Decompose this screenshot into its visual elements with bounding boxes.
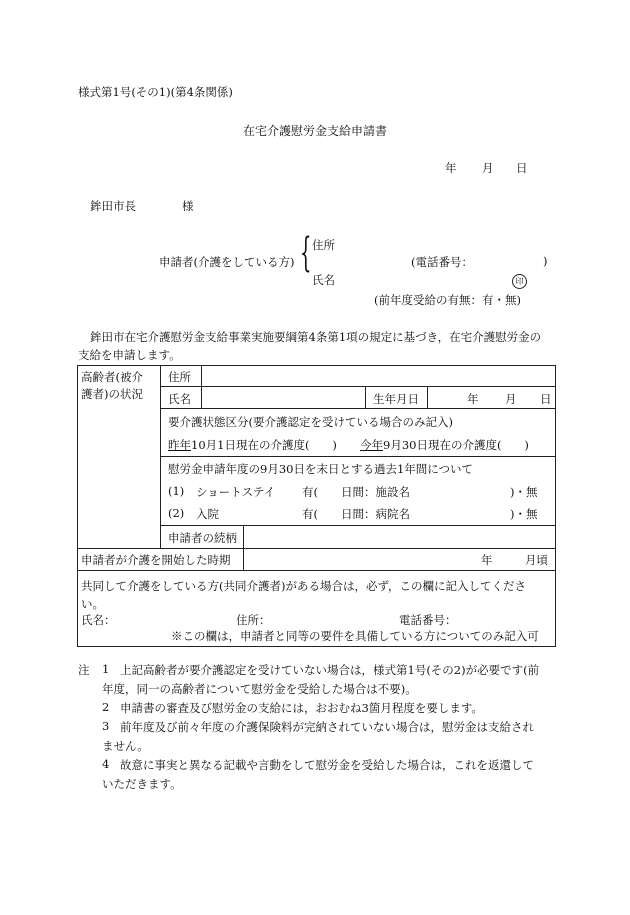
care-start-label: 申請者が介護を開始した時期: [81, 553, 231, 567]
note-2: 申請書の審査及び慰労金の支給には，おおむね3箇月程度を要します。: [120, 701, 483, 715]
intro-line-2: 支給を申請します。: [78, 348, 181, 362]
previous-year-receipt: (前年度受給の有無：有・無): [374, 293, 521, 307]
date-day: 日: [516, 161, 528, 175]
date-month: 月: [482, 161, 494, 175]
elder-address-field[interactable]: [205, 368, 553, 384]
relationship-label: 申請者の続柄: [168, 531, 237, 545]
joint-caregiver-line-2: い。: [81, 597, 104, 611]
elder-label-1: 高齢者(被介: [81, 370, 143, 384]
birthdate-label: 生年月日: [373, 392, 419, 406]
note-4-number: 4: [102, 757, 110, 771]
seal-mark: [512, 273, 527, 289]
item2-has[interactable]: 有( 日間：病院名: [302, 507, 410, 521]
item1-label: ショートステイ: [196, 485, 276, 499]
addressee: 鉾田市長: [90, 199, 136, 213]
care-level-prev-prefix: 昨年: [168, 438, 191, 452]
joint-caregiver-line-1: 共同して介護をしている方(共同介護者)がある場合は，必ず，この欄に記入してくださ: [81, 579, 527, 593]
honorific: 様: [182, 199, 194, 213]
birth-month: 月: [505, 392, 517, 406]
note-1-number: 1: [102, 662, 110, 676]
note-3-line-2: ません。: [102, 739, 149, 753]
applicant-label: 申請者(介護をしている方): [159, 255, 295, 269]
care-level-prev-rest: 10月1日現在の介護度( ): [191, 438, 337, 452]
applicant-name-label: 氏名: [312, 273, 335, 287]
item2-none[interactable]: )・無: [510, 507, 538, 521]
note-4-line-2: いただきます。: [102, 777, 182, 791]
note-1-line-2: 年度，同一の高齢者について慰労金を受給した場合は不要)。: [102, 682, 417, 696]
joint-phone-label: 電話番号：: [399, 613, 457, 627]
note-4-line-1: 故意に事実と異なる記載や言動をして慰労金を受給した場合は，これを返還して: [120, 758, 534, 772]
joint-note: ※この欄は，申請者と同等の要件を具備している方についてのみ記入可: [171, 629, 539, 643]
applicant-phone-close: ): [543, 254, 548, 268]
care-level-title: 要介護状態区分(要介護認定を受けている場合のみ記入): [168, 415, 453, 429]
joint-address-label: 住所：: [236, 613, 271, 627]
birth-year: 年: [467, 392, 479, 406]
page-title: 在宅介護慰労金支給申請書: [243, 124, 388, 138]
date-year: 年: [445, 161, 457, 175]
item2-label: 入院: [196, 507, 219, 521]
note-1-line-1: 上記高齢者が要介護認定を受けていない場合は，様式第1号(その2)が必要です(前: [120, 663, 540, 677]
item1-number: (1): [168, 484, 185, 498]
item2-number: (2): [168, 506, 185, 520]
item1-has[interactable]: 有( 日間：施設名: [302, 485, 410, 499]
care-start-month: 月頃: [525, 553, 548, 567]
intro-line-1: 鉾田市在宅介護慰労金支給事業実施要綱第4条第1項の規定に基づき，在宅介護慰労金の: [90, 330, 542, 344]
item1-none[interactable]: )・無: [510, 485, 538, 499]
note-3-line-1: 前年度及び前々年度の介護保険料が完納されていない場合は，慰労金は支給され: [120, 720, 534, 734]
care-level-previous[interactable]: [168, 437, 337, 453]
care-level-curr-prefix: 今年: [360, 438, 383, 452]
note-2-number: 2: [102, 700, 110, 714]
form-number: 様式第1号(その1)(第4条関係): [78, 85, 233, 99]
birth-day: 日: [540, 392, 552, 406]
applicant-phone-label: (電話番号：: [411, 255, 473, 269]
elder-label-2: 護者)の状況: [81, 387, 143, 401]
care-start-year: 年: [481, 553, 493, 567]
seal-stamp: 印: [512, 274, 527, 289]
elder-name-label: 氏名: [168, 392, 191, 406]
note-3-number: 3: [102, 719, 110, 733]
relationship-field[interactable]: [247, 528, 552, 546]
care-level-curr-rest: 9月30日現在の介護度( ): [383, 438, 529, 452]
care-level-current[interactable]: [360, 437, 529, 453]
notes-label: 注: [78, 663, 90, 677]
applicant-address-label: 住所: [312, 238, 335, 252]
brace: {: [300, 230, 312, 276]
elder-address-label: 住所: [168, 370, 191, 384]
past-year-title: 慰労金申請年度の9月30日を末日とする過去1年間について: [168, 462, 474, 476]
joint-name-label: 氏名：: [81, 613, 116, 627]
elder-name-field[interactable]: [205, 389, 363, 406]
